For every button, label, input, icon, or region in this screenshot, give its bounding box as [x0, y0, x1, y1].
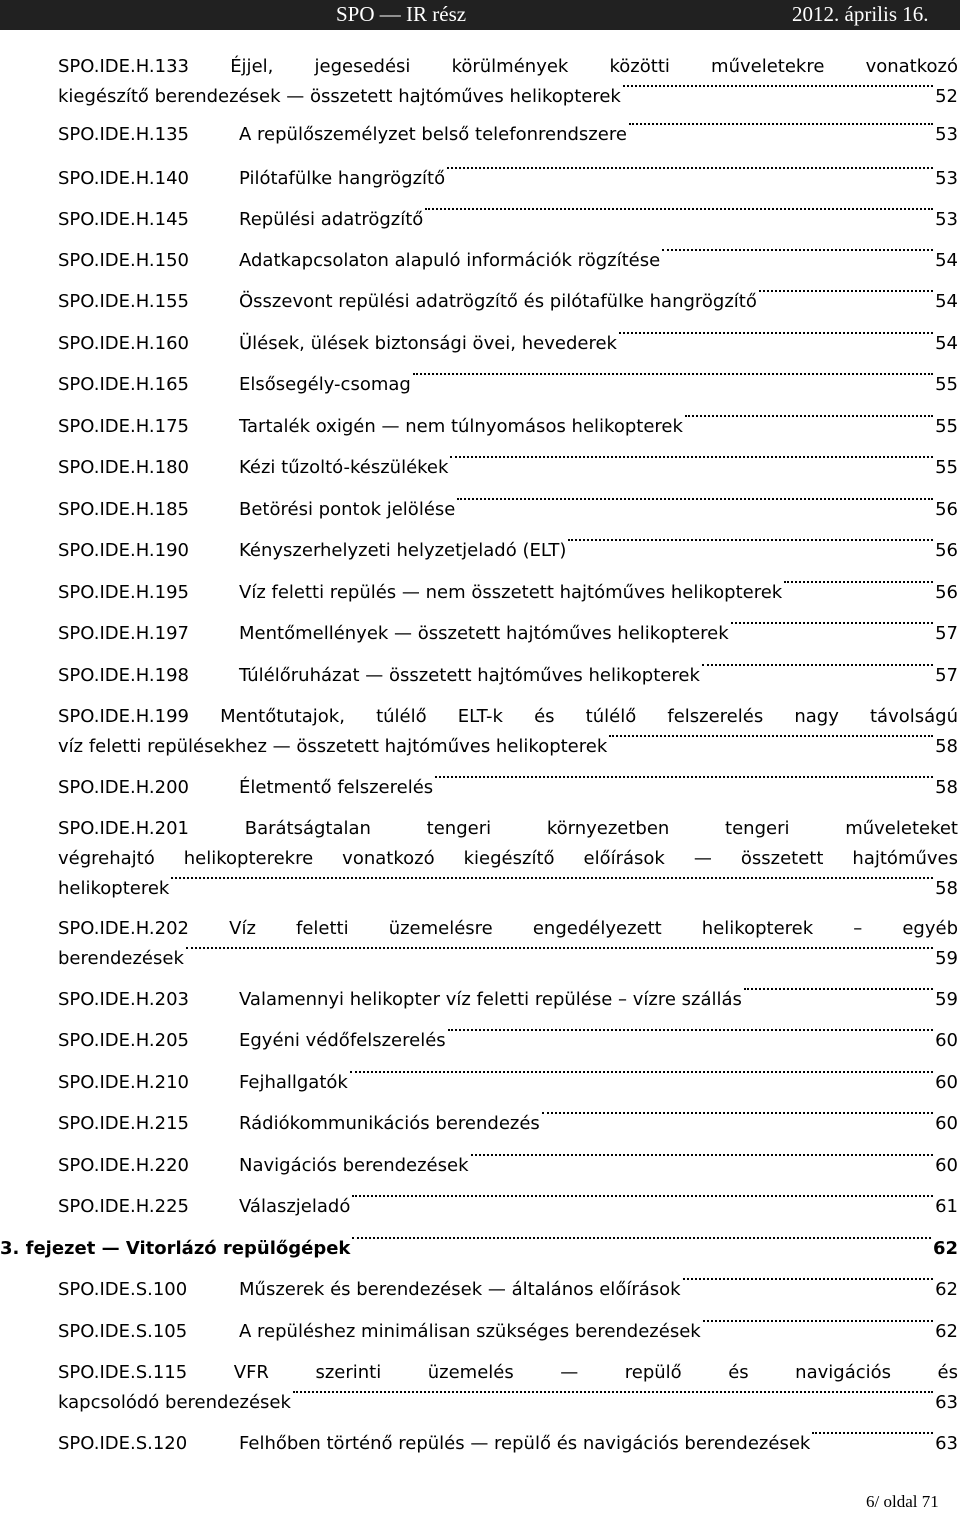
toc-page-number: 59	[935, 989, 958, 1010]
toc-entry[interactable]	[58, 495, 958, 525]
dot-leader	[744, 985, 933, 990]
page-number: 6/ oldal 71	[866, 1492, 939, 1511]
dot-leader	[619, 329, 933, 334]
toc-page-number: 62	[932, 1238, 958, 1259]
toc-page-number: 61	[935, 1196, 958, 1217]
toc-page-number: 58	[935, 777, 958, 798]
toc-code: SPO.IDE.H.133	[58, 56, 190, 77]
toc-page-number: 60	[935, 1030, 958, 1051]
toc-title: Navigációs berendezések	[239, 1155, 469, 1176]
toc-entry[interactable]	[58, 412, 958, 442]
toc-line	[58, 578, 958, 608]
toc-entry[interactable]	[0, 1234, 958, 1264]
dot-leader	[435, 773, 933, 778]
toc-title-line	[58, 1358, 958, 1388]
toc-code: SPO.IDE.H.175	[58, 416, 190, 437]
toc-line	[58, 1151, 958, 1181]
toc-title: Válaszjeladó	[239, 1196, 351, 1217]
toc-title: víz feletti repülésekhez — összetett hajtóműves helikopterek	[58, 736, 608, 757]
dot-leader	[171, 874, 933, 879]
dot-leader	[812, 1429, 933, 1434]
toc-code: SPO.IDE.H.202	[58, 918, 190, 939]
dot-leader	[685, 412, 933, 417]
toc-code: SPO.IDE.H.145	[58, 209, 190, 230]
toc-entry[interactable]	[58, 985, 958, 1015]
toc-title: Mentőtutajok, túlélő ELT-k és túlélő felszerelés nagy távolságú	[220, 706, 958, 727]
dot-leader	[731, 619, 933, 624]
toc-code: SPO.IDE.S.120	[58, 1433, 188, 1454]
toc-title-line	[58, 82, 958, 112]
toc-line	[58, 453, 958, 483]
toc-page-number: 52	[935, 86, 958, 107]
dot-leader	[425, 205, 933, 210]
toc-page-number: 55	[935, 416, 958, 437]
toc-page-number: 63	[935, 1392, 958, 1413]
toc-code: SPO.IDE.H.195	[58, 582, 190, 603]
dot-leader	[457, 495, 933, 500]
toc-code: SPO.IDE.H.215	[58, 1113, 190, 1134]
toc-line	[58, 1317, 958, 1347]
toc-title: A repülőszemélyzet belső telefonrendszere	[239, 124, 627, 145]
toc-line	[58, 1429, 958, 1459]
toc-entry[interactable]	[58, 1429, 958, 1459]
toc-title: A repüléshez minimálisan szükséges berendezések	[239, 1321, 701, 1342]
toc-entry[interactable]	[58, 1026, 958, 1056]
toc-code: SPO.IDE.H.165	[58, 374, 190, 395]
toc-page-number: 55	[935, 374, 958, 395]
toc-line	[58, 1026, 958, 1056]
toc-page-number: 54	[935, 291, 958, 312]
toc-page-number: 60	[935, 1072, 958, 1093]
toc-code: SPO.IDE.H.199	[58, 706, 190, 727]
toc-title-line	[58, 1388, 958, 1418]
toc-code: SPO.IDE.H.135	[58, 124, 190, 145]
toc-page-number: 59	[935, 948, 958, 969]
toc-entry[interactable]	[58, 120, 958, 150]
dot-leader	[609, 732, 933, 737]
toc-title: Kézi tűzoltó-készülékek	[239, 457, 449, 478]
toc-code: SPO.IDE.H.200	[58, 777, 190, 798]
toc-entry[interactable]	[58, 164, 958, 194]
toc-page-number: 57	[935, 623, 958, 644]
toc-title: kapcsolódó berendezések	[58, 1392, 291, 1413]
dot-leader	[623, 82, 933, 87]
toc-code: SPO.IDE.H.190	[58, 540, 190, 561]
toc-entry[interactable]	[58, 1358, 958, 1418]
dot-leader	[683, 1275, 934, 1280]
dot-leader	[293, 1388, 933, 1393]
dot-leader	[629, 120, 933, 125]
toc-title: Elsősegély-csomag	[239, 374, 411, 395]
toc-line	[58, 370, 958, 400]
toc-entry[interactable]	[58, 1151, 958, 1181]
toc-entry[interactable]	[58, 702, 958, 762]
dot-leader	[413, 370, 933, 375]
toc-title: Rádiókommunikációs berendezés	[239, 1113, 540, 1134]
toc-line	[58, 1192, 958, 1222]
toc-chapter-line	[0, 1234, 958, 1264]
dot-leader	[759, 287, 933, 292]
dot-leader	[471, 1151, 934, 1156]
toc-entry[interactable]	[58, 814, 958, 904]
toc-entry[interactable]	[58, 246, 958, 276]
dot-leader	[784, 578, 933, 583]
toc-page-number: 62	[935, 1279, 958, 1300]
toc-page-number: 54	[935, 250, 958, 271]
toc-code: SPO.IDE.H.201	[58, 818, 190, 839]
toc-title: Mentőmellények — összetett hajtóműves helikopterek	[239, 623, 729, 644]
toc-page-number: 56	[935, 582, 958, 603]
toc-line	[58, 1068, 958, 1098]
toc-title: VFR szerinti üzemelés — repülő és navigációs és	[233, 1362, 958, 1383]
toc-entry[interactable]	[58, 578, 958, 608]
toc-line	[58, 1275, 958, 1305]
toc-page-number: 53	[935, 124, 958, 145]
toc-page-number: 62	[935, 1321, 958, 1342]
toc-title: Egyéni védőfelszerelés	[239, 1030, 446, 1051]
toc-title-line	[58, 944, 958, 974]
toc-code: SPO.IDE.S.105	[58, 1321, 188, 1342]
toc-page-number: 53	[935, 168, 958, 189]
toc-title-line	[58, 52, 958, 82]
toc-line	[58, 536, 958, 566]
toc-code: SPO.IDE.H.185	[58, 499, 190, 520]
dot-leader	[450, 453, 933, 458]
toc-entry[interactable]	[58, 1275, 958, 1305]
toc-title: Valamennyi helikopter víz feletti repülése – vízre szállás	[239, 989, 742, 1010]
toc-entry[interactable]	[58, 1192, 958, 1222]
toc-title: berendezések	[58, 948, 184, 969]
toc-title: végrehajtó helikopterekre vonatkozó kiegészítő előírások — összetett hajtóműves	[58, 848, 958, 869]
toc-line	[58, 205, 958, 235]
toc-line	[58, 412, 958, 442]
toc-entry[interactable]	[58, 1109, 958, 1139]
toc-line	[58, 329, 958, 359]
dot-leader	[447, 164, 933, 169]
toc-title: Pilótafülke hangrögzítő	[239, 168, 446, 189]
toc-entry[interactable]	[58, 536, 958, 566]
toc-title-line	[58, 814, 958, 844]
toc-entry[interactable]	[58, 52, 958, 112]
toc-title: Összevont repülési adatrögzítő és pilótafülke hangrögzítő	[239, 291, 757, 312]
dot-leader	[186, 944, 933, 949]
toc-entry[interactable]	[58, 773, 958, 803]
toc-line	[58, 495, 958, 525]
dot-leader	[448, 1026, 933, 1031]
toc-title: Adatkapcsolaton alapuló információk rögzítése	[239, 250, 661, 271]
toc-title: Éjjel, jegesedési körülmények közötti műveletekre vonatkozó	[230, 56, 958, 77]
toc-page-number: 56	[935, 540, 958, 561]
toc-code: SPO.IDE.H.160	[58, 333, 190, 354]
dot-leader	[352, 1234, 931, 1239]
toc-line	[58, 120, 958, 150]
toc-title: kiegészítő berendezések — összetett hajtóműves helikopterek	[58, 86, 621, 107]
toc-line	[58, 1109, 958, 1139]
toc-entry[interactable]	[58, 453, 958, 483]
dot-leader	[542, 1109, 933, 1114]
toc-line	[58, 773, 958, 803]
toc-entry[interactable]	[58, 205, 958, 235]
toc-title: Víz feletti repülés — nem összetett hajtóműves helikopterek	[239, 582, 783, 603]
toc-entry[interactable]	[58, 287, 958, 317]
toc-entry[interactable]	[58, 661, 958, 691]
toc-page-number: 57	[935, 665, 958, 686]
toc-page-number: 54	[935, 333, 958, 354]
toc-title-line	[58, 702, 958, 732]
toc-title: Repülési adatrögzítő	[239, 209, 424, 230]
toc-title: helikopterek	[58, 878, 170, 899]
toc-title-line	[58, 844, 958, 874]
toc-entry[interactable]	[58, 1317, 958, 1347]
toc-line	[58, 985, 958, 1015]
toc-entry[interactable]	[58, 1068, 958, 1098]
toc-code: SPO.IDE.H.220	[58, 1155, 190, 1176]
toc-entry[interactable]	[58, 914, 958, 974]
header-document-title: SPO — IR rész	[336, 2, 467, 26]
toc-title: Barátságtalan tengeri környezetben tengeri műveleteket	[244, 818, 958, 839]
toc-title: Felhőben történő repülés — repülő és navigációs berendezések	[239, 1433, 811, 1454]
toc-code: SPO.IDE.H.198	[58, 665, 190, 686]
toc-code: SPO.IDE.H.210	[58, 1072, 190, 1093]
toc-line	[58, 619, 958, 649]
toc-code: SPO.IDE.H.205	[58, 1030, 190, 1051]
toc-line	[58, 661, 958, 691]
toc-line	[58, 164, 958, 194]
toc-page-number: 55	[935, 457, 958, 478]
toc-title: Tartalék oxigén — nem túlnyomásos helikopterek	[239, 416, 683, 437]
header-date: 2012. április 16.	[792, 2, 929, 26]
toc-chapter-title: 3. fejezet — Vitorlázó repülőgépek	[0, 1238, 351, 1259]
dot-leader	[703, 1317, 933, 1322]
toc-title: Víz feletti üzemelésre engedélyezett helikopterek – egyéb	[229, 918, 958, 939]
toc-code: SPO.IDE.H.155	[58, 291, 190, 312]
dot-leader	[702, 661, 933, 666]
toc-title: Műszerek és berendezések — általános előírások	[239, 1279, 681, 1300]
toc-entry[interactable]	[58, 619, 958, 649]
toc-line	[58, 287, 958, 317]
dot-leader	[568, 536, 933, 541]
toc-line	[58, 246, 958, 276]
toc-title: Kényszerhelyzeti helyzetjeladó (ELT)	[239, 540, 567, 561]
toc-code: SPO.IDE.H.180	[58, 457, 190, 478]
toc-title: Életmentő felszerelés	[239, 777, 434, 798]
toc-code: SPO.IDE.H.225	[58, 1196, 190, 1217]
toc-page-number: 58	[935, 878, 958, 899]
toc-code: SPO.IDE.H.140	[58, 168, 190, 189]
toc-code: SPO.IDE.H.150	[58, 250, 190, 271]
dot-leader	[662, 246, 933, 251]
toc-page-number: 63	[935, 1433, 958, 1454]
toc-page-number: 60	[935, 1113, 958, 1134]
toc-title: Betörési pontok jelölése	[239, 499, 456, 520]
toc-title: Fejhallgatók	[239, 1072, 348, 1093]
dot-leader	[352, 1192, 933, 1197]
toc-page-number: 60	[935, 1155, 958, 1176]
toc-entry[interactable]	[58, 370, 958, 400]
toc-code: SPO.IDE.H.197	[58, 623, 190, 644]
toc-title-line	[58, 874, 958, 904]
toc-entry[interactable]	[58, 329, 958, 359]
toc-title-line	[58, 732, 958, 762]
toc-page-number: 58	[935, 736, 958, 757]
toc-code: SPO.IDE.H.203	[58, 989, 190, 1010]
toc-code: SPO.IDE.S.115	[58, 1362, 188, 1383]
toc-page-number: 53	[935, 209, 958, 230]
toc-title: Túlélőruházat — összetett hajtóműves helikopterek	[239, 665, 700, 686]
toc-title: Ülések, ülések biztonsági övei, hevederek	[239, 333, 617, 354]
toc-code: SPO.IDE.S.100	[58, 1279, 188, 1300]
dot-leader	[350, 1068, 933, 1073]
toc-title-line	[58, 914, 958, 944]
toc-page-number: 56	[935, 499, 958, 520]
